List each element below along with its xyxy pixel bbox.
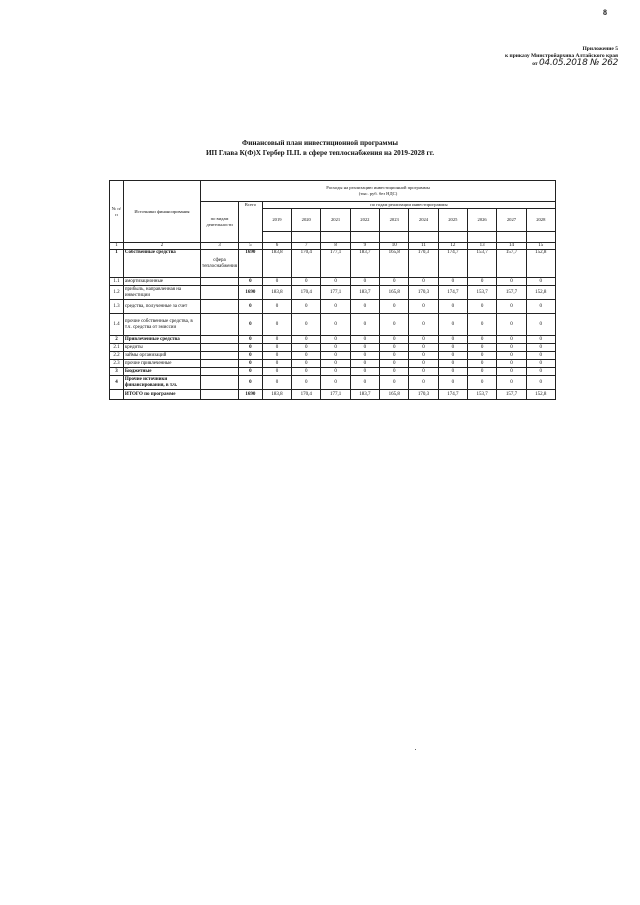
row-value: 0 — [438, 300, 467, 314]
row-value: 0 — [497, 278, 526, 286]
row-num: 2 — [110, 336, 124, 344]
row-total: 0 — [239, 278, 263, 286]
column-number: 9 — [350, 243, 379, 250]
row-value: 0 — [350, 314, 379, 336]
header-year: 2024 — [409, 209, 438, 232]
header-year-blank — [292, 232, 321, 243]
header-year: 2022 — [350, 209, 379, 232]
row-num: 3 — [110, 368, 124, 376]
row-value: 0 — [467, 344, 496, 352]
row-value: 0 — [526, 300, 555, 314]
row-type — [201, 352, 239, 360]
appendix-date-prefix: от — [532, 61, 538, 67]
row-num: 1.1 — [110, 278, 124, 286]
row-total: 0 — [239, 344, 263, 352]
header-year-blank — [380, 232, 409, 243]
table-row — [110, 250, 556, 278]
row-num: 2.2 — [110, 352, 124, 360]
row-value: 0 — [467, 360, 496, 368]
row-value: 0 — [262, 314, 291, 336]
row-value: 0 — [262, 368, 291, 376]
row-value: 0 — [438, 352, 467, 360]
row-value: 152,8 — [526, 286, 555, 300]
row-value: 0 — [497, 352, 526, 360]
row-value: 0 — [497, 314, 526, 336]
header-year-blank — [262, 232, 291, 243]
column-number: 8 — [321, 243, 350, 250]
row-value: 0 — [380, 344, 409, 352]
row-value: 165,8 — [380, 286, 409, 300]
row-value: 0 — [292, 376, 321, 390]
row-num: 1.4 — [110, 314, 124, 336]
table-row — [110, 344, 556, 352]
row-value: 0 — [497, 300, 526, 314]
appendix-line-1: Приложение 5 — [582, 46, 618, 52]
row-total: 0 — [239, 314, 263, 336]
row-value: 153,7 — [467, 390, 496, 400]
row-value: 0 — [262, 360, 291, 368]
row-source: кредиты — [123, 344, 200, 352]
table-row — [110, 286, 556, 300]
row-type — [201, 336, 239, 344]
row-value: 0 — [321, 352, 350, 360]
column-number: 1 — [110, 243, 124, 250]
row-value: 0 — [409, 352, 438, 360]
row-value: 0 — [438, 278, 467, 286]
row-value: 153,7 — [467, 286, 496, 300]
column-number: 12 — [438, 243, 467, 250]
row-value: 0 — [497, 360, 526, 368]
header-by-type: по видам деятельности — [201, 202, 239, 243]
row-value: 0 — [467, 336, 496, 344]
header-year: 2025 — [438, 209, 467, 232]
row-source: амортизационные — [123, 278, 200, 286]
row-value: 0 — [380, 360, 409, 368]
row-value: 174,7 — [438, 390, 467, 400]
row-value: 0 — [409, 336, 438, 344]
header-year: 2026 — [467, 209, 496, 232]
row-value: 157,7 — [497, 390, 526, 400]
row-num: 2.1 — [110, 344, 124, 352]
row-type — [201, 390, 239, 400]
table-row — [110, 336, 556, 344]
row-value: 0 — [380, 278, 409, 286]
appendix-line-2: к приказу Минстройархива Алтайского края — [504, 53, 618, 59]
row-value: 183,7 — [350, 286, 379, 300]
row-value: 0 — [409, 278, 438, 286]
title-line-1: Финансовый план инвестиционной программы — [242, 139, 398, 147]
row-value: 170,4 — [292, 286, 321, 300]
row-value: 0 — [526, 352, 555, 360]
table-row — [110, 360, 556, 368]
column-number: 11 — [409, 243, 438, 250]
row-total: 1690 — [239, 390, 263, 400]
row-value: 174,7 — [438, 286, 467, 300]
row-value: 177,1 — [321, 286, 350, 300]
row-source: ИТОГО по программе — [123, 390, 200, 400]
row-value: 157,7 — [497, 250, 526, 278]
header-year: 2028 — [526, 209, 555, 232]
financial-plan-table — [109, 180, 556, 400]
row-value: 183,8 — [262, 390, 291, 400]
header-total: Всего — [239, 202, 263, 243]
row-value: 0 — [497, 344, 526, 352]
header-year-blank — [467, 232, 496, 243]
row-value: 170,3 — [409, 250, 438, 278]
header-year-blank — [409, 232, 438, 243]
row-type — [201, 368, 239, 376]
appendix-stamp — [418, 46, 618, 68]
row-value: 0 — [467, 314, 496, 336]
row-value: 0 — [467, 300, 496, 314]
row-value: 170,3 — [409, 286, 438, 300]
table-row — [110, 314, 556, 336]
row-type — [201, 286, 239, 300]
row-value: 0 — [380, 352, 409, 360]
row-value: 0 — [526, 344, 555, 352]
row-source: прибыль, направленная на инвестиции — [123, 286, 200, 300]
row-value: 0 — [262, 300, 291, 314]
row-value: 183,7 — [350, 250, 379, 278]
table-row — [110, 300, 556, 314]
header-year-blank — [526, 232, 555, 243]
row-total: 0 — [239, 352, 263, 360]
row-value: 170,3 — [409, 390, 438, 400]
row-value: 0 — [526, 336, 555, 344]
column-number: 3 — [201, 243, 239, 250]
row-value: 0 — [292, 314, 321, 336]
header-expenses — [201, 181, 556, 202]
row-value: 177,1 — [321, 250, 350, 278]
table-body — [110, 250, 556, 400]
row-value: 0 — [438, 368, 467, 376]
row-value: 0 — [292, 300, 321, 314]
header-num: № п/п — [110, 181, 124, 243]
row-value: 0 — [321, 344, 350, 352]
row-value: 0 — [262, 352, 291, 360]
row-value: 183,8 — [262, 250, 291, 278]
row-num: 4 — [110, 376, 124, 390]
row-value: 0 — [497, 376, 526, 390]
row-value: 183,8 — [262, 286, 291, 300]
row-value: 0 — [350, 360, 379, 368]
row-source: средства, полученные за счет — [123, 300, 200, 314]
column-number: 2 — [123, 243, 200, 250]
row-value: 170,4 — [292, 390, 321, 400]
row-type — [201, 344, 239, 352]
row-value: 0 — [321, 336, 350, 344]
row-value: 0 — [321, 368, 350, 376]
row-value: 0 — [292, 278, 321, 286]
row-source: Прочие источники финансирования, в т.ч. — [123, 376, 200, 390]
table-row — [110, 368, 556, 376]
row-num: 1.3 — [110, 300, 124, 314]
row-value: 170,4 — [292, 250, 321, 278]
row-value: 0 — [321, 314, 350, 336]
row-value: 0 — [350, 352, 379, 360]
row-num: 1 — [110, 250, 124, 278]
row-value: 0 — [262, 376, 291, 390]
row-total: 1690 — [239, 286, 263, 300]
row-total: 1690 — [239, 250, 263, 278]
row-value: 165,8 — [380, 250, 409, 278]
row-value: 0 — [380, 314, 409, 336]
row-value: 0 — [438, 344, 467, 352]
row-value: 0 — [262, 336, 291, 344]
handwritten-date-number: 04.05.2018 № 262 — [539, 58, 618, 68]
header-expenses-unit: (тыс. руб. без НДС) — [358, 191, 398, 196]
row-type — [201, 360, 239, 368]
header-year: 2027 — [497, 209, 526, 232]
row-value: 0 — [292, 336, 321, 344]
row-value: 0 — [497, 336, 526, 344]
header-year: 2023 — [380, 209, 409, 232]
row-value: 0 — [350, 376, 379, 390]
row-value: 152,8 — [526, 390, 555, 400]
row-value: 0 — [321, 376, 350, 390]
row-source: займы организаций — [123, 352, 200, 360]
row-value: 0 — [526, 278, 555, 286]
column-number: 7 — [292, 243, 321, 250]
row-value: 0 — [350, 368, 379, 376]
column-number: 15 — [526, 243, 555, 250]
row-value: 0 — [438, 376, 467, 390]
row-value: 0 — [526, 360, 555, 368]
row-value: 0 — [292, 360, 321, 368]
row-value: 0 — [350, 278, 379, 286]
table-row — [110, 352, 556, 360]
row-value: 153,7 — [467, 250, 496, 278]
row-total: 0 — [239, 360, 263, 368]
header-year-blank — [438, 232, 467, 243]
row-value: 0 — [350, 336, 379, 344]
table-row — [110, 278, 556, 286]
row-value: 0 — [526, 314, 555, 336]
row-source: прочие привлеченные — [123, 360, 200, 368]
header-source: Источники финансирования — [123, 181, 200, 243]
row-value: 0 — [409, 360, 438, 368]
row-value: 165,8 — [380, 390, 409, 400]
row-source: Привлеченные средства — [123, 336, 200, 344]
row-value: 0 — [321, 300, 350, 314]
row-total: 0 — [239, 336, 263, 344]
header-year-blank — [321, 232, 350, 243]
row-value: 0 — [350, 300, 379, 314]
row-total: 0 — [239, 368, 263, 376]
column-number: 10 — [380, 243, 409, 250]
row-value: 0 — [497, 368, 526, 376]
appendix-line-3 — [418, 60, 618, 68]
row-value: 0 — [380, 336, 409, 344]
row-value: 177,1 — [321, 390, 350, 400]
row-value: 0 — [438, 336, 467, 344]
row-source: прочие собственные средства, в т.ч. средства от эмиссии — [123, 314, 200, 336]
column-number: 14 — [497, 243, 526, 250]
row-value: 0 — [467, 352, 496, 360]
row-value: 152,8 — [526, 250, 555, 278]
row-value: 0 — [292, 352, 321, 360]
row-value: 0 — [262, 278, 291, 286]
row-num: 2.3 — [110, 360, 124, 368]
row-value: 183,7 — [350, 390, 379, 400]
table-row — [110, 376, 556, 390]
row-total: 0 — [239, 376, 263, 390]
row-source: Бюджетные — [123, 368, 200, 376]
row-type — [201, 314, 239, 336]
header-expenses-title: Расходы на реализацию инвестиционной программы — [326, 185, 430, 190]
row-value: 0 — [380, 368, 409, 376]
row-value: 0 — [467, 376, 496, 390]
row-value: 0 — [321, 278, 350, 286]
row-value: 0 — [467, 368, 496, 376]
row-value: 0 — [262, 344, 291, 352]
header-year: 2019 — [262, 209, 291, 232]
row-value: 0 — [409, 300, 438, 314]
row-value: 0 — [409, 368, 438, 376]
column-number: 5 — [239, 243, 263, 250]
header-year-blank — [350, 232, 379, 243]
row-value: 0 — [292, 368, 321, 376]
header-year: 2021 — [321, 209, 350, 232]
row-value: 0 — [292, 344, 321, 352]
row-value: 0 — [526, 376, 555, 390]
row-type — [201, 278, 239, 286]
row-value: 0 — [467, 278, 496, 286]
column-number: 13 — [467, 243, 496, 250]
row-value: 0 — [438, 360, 467, 368]
table-row — [110, 390, 556, 400]
row-num — [110, 390, 124, 400]
row-value: 0 — [438, 314, 467, 336]
row-value: 0 — [380, 300, 409, 314]
header-by-years: по годам реализации инвестпрограммы — [262, 202, 555, 209]
row-type: сфера теплоснабжения — [201, 250, 239, 278]
title-line-2: ИП Глава К(Ф)Х Гербер П.П. в сфере теплоснабжения на 2019-2028 гг. — [205, 149, 435, 157]
table-header — [110, 181, 556, 250]
row-source: Собственные средства — [123, 250, 200, 278]
row-total: 0 — [239, 300, 263, 314]
row-value: 0 — [409, 376, 438, 390]
row-value: 0 — [321, 360, 350, 368]
row-type — [201, 376, 239, 390]
document-title — [0, 138, 640, 158]
row-value: 0 — [409, 314, 438, 336]
row-type — [201, 300, 239, 314]
page-number: 8 — [603, 8, 607, 17]
scan-speck — [415, 749, 416, 750]
header-year: 2020 — [292, 209, 321, 232]
row-value: 0 — [350, 344, 379, 352]
row-value: 0 — [526, 368, 555, 376]
row-value: 0 — [409, 344, 438, 352]
row-value: 0 — [380, 376, 409, 390]
column-number: 6 — [262, 243, 291, 250]
row-num: 1.2 — [110, 286, 124, 300]
header-year-blank — [497, 232, 526, 243]
row-value: 157,7 — [497, 286, 526, 300]
row-value: 174,7 — [438, 250, 467, 278]
